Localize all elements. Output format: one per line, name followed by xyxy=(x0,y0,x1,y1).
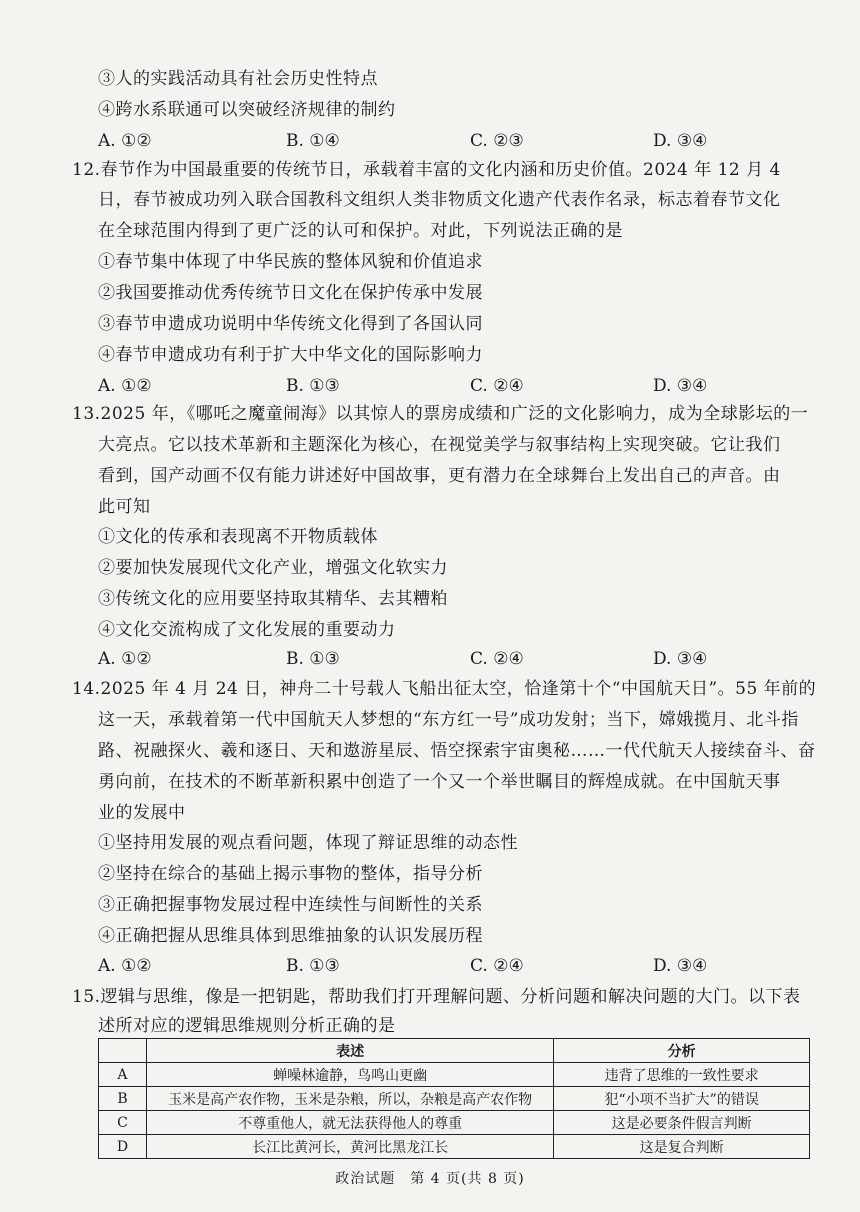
table-header-analysis: 分析 xyxy=(554,1039,810,1063)
row-analysis: 犯“小项不当扩大”的错误 xyxy=(554,1087,810,1111)
q13-options xyxy=(98,648,838,670)
q14-stem-line-3: 路、祝融探火、羲和逐日、天和遨游星辰、悟空探索宇宙奥秘……一代代航天人接续奋斗、奋 xyxy=(98,741,816,761)
q11-options xyxy=(98,130,838,152)
q11-statement-3: ③人的实践活动具有社会历史性特点 xyxy=(98,69,378,89)
row-statement: 玉米是高产农作物，玉米是杂粮，所以，杂粮是高产农作物 xyxy=(146,1087,553,1111)
row-analysis: 这是必要条件假言判断 xyxy=(554,1111,810,1135)
table-header-statement: 表述 xyxy=(146,1039,553,1063)
q11-option-d[interactable]: D. ③④ xyxy=(653,131,708,151)
q14-stem-line-4: 勇向前，在技术的不断革新积累中创造了一个又一个举世瞩目的辉煌成就。在中国航天事 xyxy=(98,772,781,792)
q13-stem-line-3: 看到，国产动画不仅有能力讲述好中国故事，更有潜力在全球舞台上发出自己的声音。由 xyxy=(98,466,781,486)
q13-statement-4: ④文化交流构成了文化发展的重要动力 xyxy=(98,620,396,640)
q14-option-c[interactable]: C. ②④ xyxy=(470,956,524,976)
q11-option-b[interactable]: B. ①④ xyxy=(286,131,340,151)
q14-statement-3: ③正确把握事物发展过程中连续性与间断性的关系 xyxy=(98,895,483,915)
q13-option-b[interactable]: B. ①③ xyxy=(286,649,340,669)
q13-stem-line-4: 此可知 xyxy=(98,497,151,517)
q13-statement-3: ③传统文化的应用要坚持取其精华、去其糟粕 xyxy=(98,589,448,609)
row-analysis: 这是复合判断 xyxy=(554,1135,810,1159)
q12-options xyxy=(98,375,838,397)
q13-statement-2: ②要加快发展现代文化产业，增强文化软实力 xyxy=(98,558,448,578)
q14-statement-2: ②坚持在综合的基础上揭示事物的整体，指导分析 xyxy=(98,864,483,884)
q12-statement-2: ②我国要推动优秀传统节日文化在保护传承中发展 xyxy=(98,283,483,303)
table-row xyxy=(99,1063,810,1087)
row-option-letter: C xyxy=(99,1111,147,1135)
q11-statement-4: ④跨水系联通可以突破经济规律的制约 xyxy=(98,100,396,120)
q12-stem-line-3: 在全球范围内得到了更广泛的认可和保护。对此，下列说法正确的是 xyxy=(98,221,623,241)
row-option-letter: B xyxy=(99,1087,147,1111)
q12-statement-3: ③春节申遗成功说明中华传统文化得到了各国认同 xyxy=(98,314,483,334)
page-footer: 政治试题 第 4 页(共 8 页) xyxy=(335,1171,525,1187)
q13-option-c[interactable]: C. ②④ xyxy=(470,649,524,669)
q15-table xyxy=(98,1038,810,1159)
row-statement: 蝉噪林逾静，鸟鸣山更幽 xyxy=(146,1063,553,1087)
q14-statement-1: ①坚持用发展的观点看问题，体现了辩证思维的动态性 xyxy=(98,833,518,853)
table-row xyxy=(99,1087,810,1111)
q14-options xyxy=(98,955,838,977)
q12-stem-line-1: 12.春节作为中国最重要的传统节日，承载着丰富的文化内涵和历史价值。2024 年 12 月 4 xyxy=(72,160,781,180)
row-option-letter: A xyxy=(99,1063,147,1087)
q12-option-d[interactable]: D. ③④ xyxy=(653,376,708,396)
q13-stem-line-2: 大亮点。它以技术革新和主题深化为核心，在视觉美学与叙事结构上实现突破。它让我们 xyxy=(98,435,781,455)
q14-stem-line-5: 业的发展中 xyxy=(98,803,186,823)
q13-stem-line-1: 13.2025 年，《哪吒之魔童闹海》以其惊人的票房成绩和广泛的文化影响力，成为全球影坛的一 xyxy=(72,404,809,424)
q12-statement-1: ①春节集中体现了中华民族的整体风貌和价值追求 xyxy=(98,252,483,272)
q15-stem-line-2: 述所对应的逻辑思维规则分析正确的是 xyxy=(98,1016,396,1036)
q12-option-a[interactable]: A. ①② xyxy=(98,376,152,396)
q13-statement-1: ①文化的传承和表现离不开物质载体 xyxy=(98,527,378,547)
q15-stem-line-1: 15.逻辑与思维，像是一把钥匙，帮助我们打开理解问题、分析问题和解决问题的大门。以下表 xyxy=(72,987,801,1007)
table-header-option xyxy=(99,1039,147,1063)
table-header-row xyxy=(99,1039,810,1063)
q13-option-a[interactable]: A. ①② xyxy=(98,649,152,669)
q14-option-b[interactable]: B. ①③ xyxy=(286,956,340,976)
row-analysis: 违背了思维的一致性要求 xyxy=(554,1063,810,1087)
table-row xyxy=(99,1111,810,1135)
q12-statement-4: ④春节申遗成功有利于扩大中华文化的国际影响力 xyxy=(98,345,483,365)
q12-option-c[interactable]: C. ②④ xyxy=(470,376,524,396)
q12-option-b[interactable]: B. ①③ xyxy=(286,376,340,396)
row-statement: 不尊重他人，就无法获得他人的尊重 xyxy=(146,1111,553,1135)
q14-option-d[interactable]: D. ③④ xyxy=(653,956,708,976)
row-option-letter: D xyxy=(99,1135,147,1159)
q14-stem-line-2: 这一天，承载着第一代中国航天人梦想的“东方红一号”成功发射；当下，嫦娥揽月、北斗指 xyxy=(98,710,799,730)
q14-option-a[interactable]: A. ①② xyxy=(98,956,152,976)
q14-statement-4: ④正确把握从思维具体到思维抽象的认识发展历程 xyxy=(98,926,483,946)
q11-option-a[interactable]: A. ①② xyxy=(98,131,152,151)
table-row xyxy=(99,1135,810,1159)
row-statement: 长江比黄河长，黄河比黑龙江长 xyxy=(146,1135,553,1159)
q14-stem-line-1: 14.2025 年 4 月 24 日，神舟二十号载人飞船出征太空，恰逢第十个“中国航天日”。55 年前的 xyxy=(72,679,817,699)
q11-option-c[interactable]: C. ②③ xyxy=(470,131,524,151)
q12-stem-line-2: 日，春节被成功列入联合国教科文组织人类非物质文化遗产代表作名录，标志着春节文化 xyxy=(98,190,781,210)
q13-option-d[interactable]: D. ③④ xyxy=(653,649,708,669)
